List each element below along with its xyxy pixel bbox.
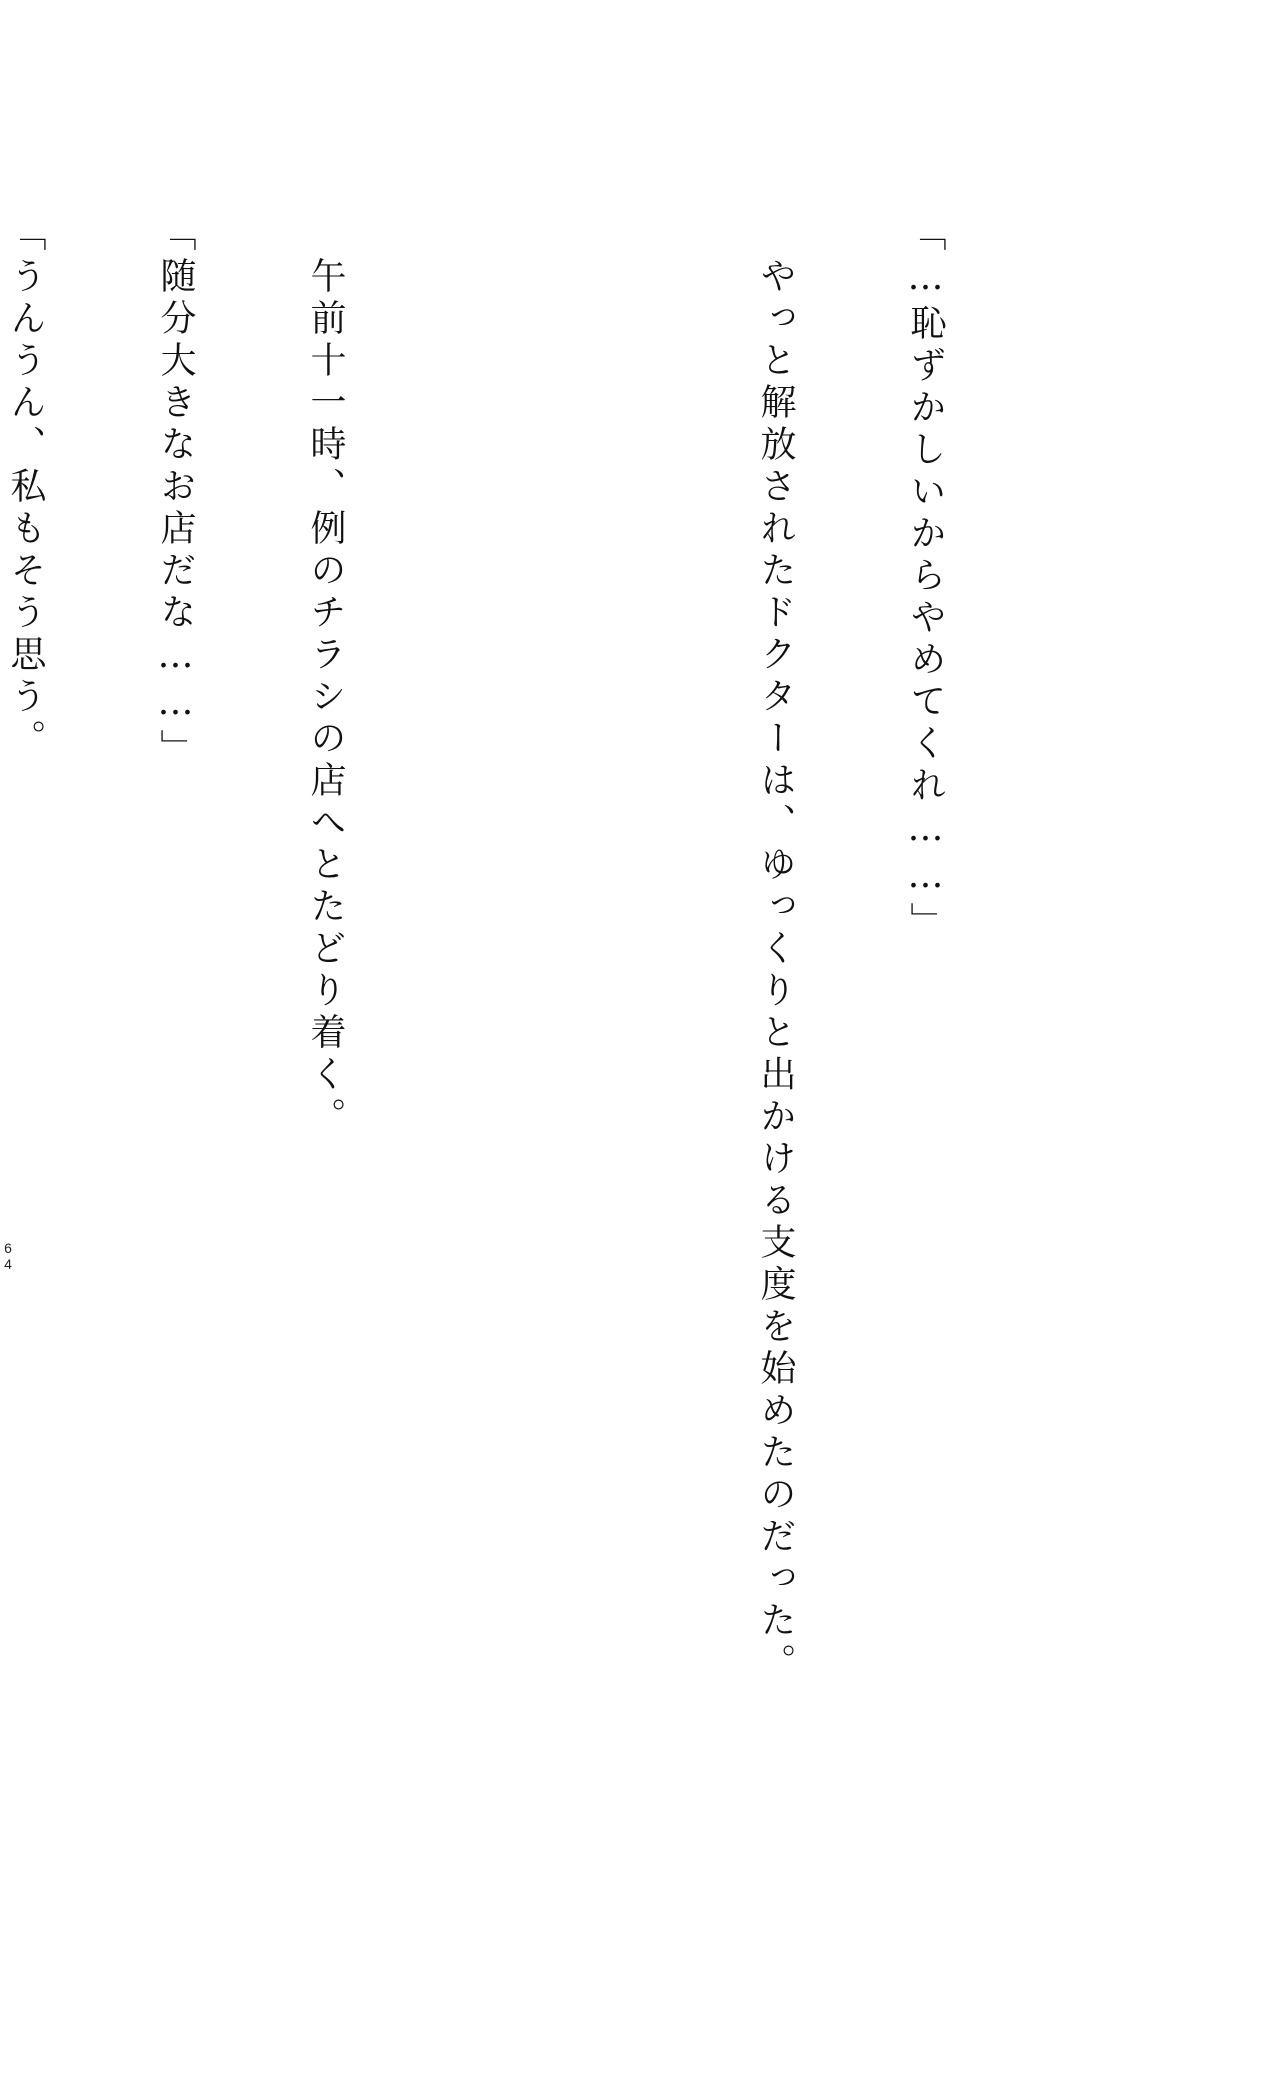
- blank-line: [450, 215, 500, 1775]
- text-line: 「うんうん、私もそう思う。: [5, 215, 46, 761]
- blank-line: [600, 215, 650, 1775]
- page-number: 64: [0, 1240, 16, 1272]
- text-line: 「随分大きなお店だな……」: [155, 215, 196, 771]
- text-line: 「…恥ずかしいからやめてくれ……」: [905, 215, 946, 944]
- text-line: やっと解放されたドクターは、ゆっくりと出かける支度を始めたのだった。: [755, 215, 796, 1685]
- text-line: 午前十一時、例のチラシの店へとたどり着く。: [305, 215, 346, 1139]
